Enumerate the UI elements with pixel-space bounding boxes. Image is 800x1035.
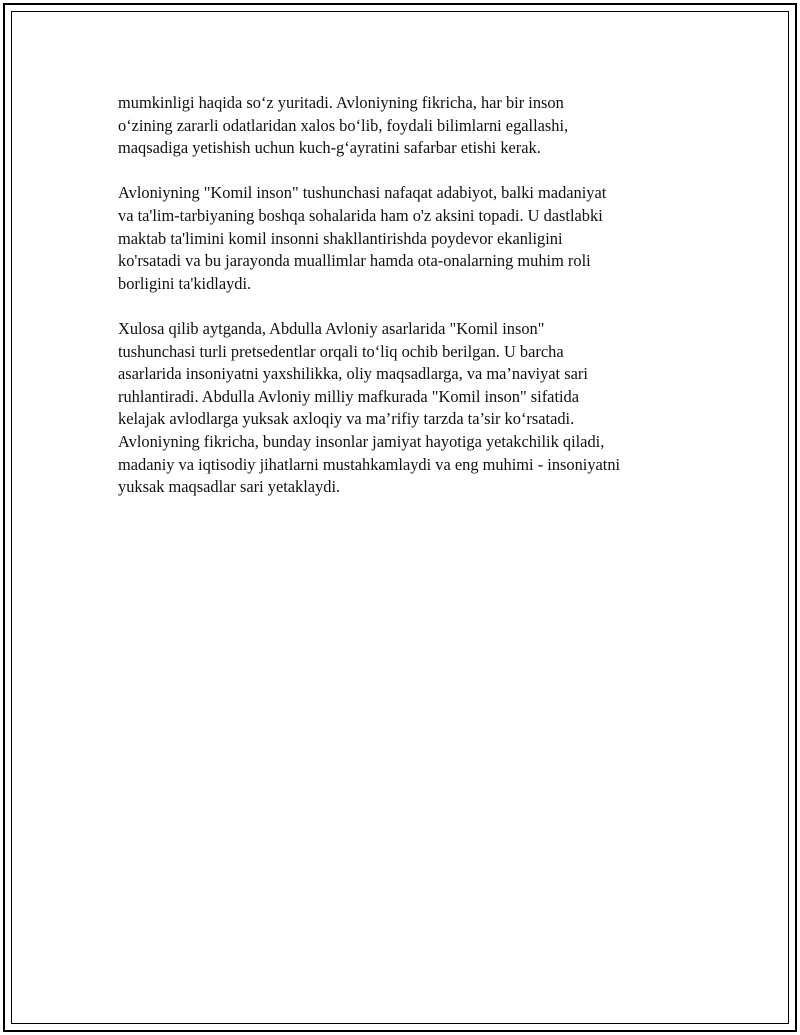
text-line: Xulosa qilib aytganda, Abdulla Avloniy asarlarida "Komil inson" bbox=[118, 318, 545, 338]
text-line: asarlarida insoniyatni yaxshilikka, oliy maqsadlarga, va ma’naviyat sari bbox=[118, 364, 588, 384]
text-line: madaniy va iqtisodiy jihatlarni mustahkamlaydi va eng muhimi - insoniyatni bbox=[118, 454, 621, 474]
text-line: Avloniyning fikricha, bunday insonlar jamiyat hayotiga yetakchilik qiladi, bbox=[118, 431, 605, 451]
text-line: ko'rsatadi va bu jarayonda muallimlar hamda ota-onalarning muhim roli bbox=[118, 251, 591, 271]
text-line: borligini ta'kidlaydi. bbox=[118, 273, 252, 293]
text-line: kelajak avlodlarga yuksak axloqiy va ma’rifiy tarzda ta’sir ko‘rsatadi. bbox=[118, 409, 575, 429]
text-line: o‘zining zararli odatlaridan xalos bo‘lib, foydali bilimlarni egallashi, bbox=[118, 115, 569, 135]
text-line: va ta'lim-tarbiyaning boshqa sohalarida ham o'z aksini topadi. U dastlabki bbox=[118, 205, 603, 225]
text-line: maktab ta'limini komil insonni shakllantirishda poydevor ekanligini bbox=[118, 228, 563, 248]
text-line: maqsadiga yetishish uchun kuch-g‘ayratini safarbar etishi kerak. bbox=[118, 138, 541, 158]
text-line: Avloniyning "Komil inson" tushunchasi nafaqat adabiyot, balki madaniyat bbox=[118, 183, 607, 203]
paragraph bbox=[118, 182, 698, 295]
text-line: yuksak maqsadlar sari yetaklaydi. bbox=[118, 477, 341, 497]
text-line: mumkinligi haqida so‘z yuritadi. Avloniyning fikricha, har bir inson bbox=[118, 93, 564, 112]
text-line: tushunchasi turli pretsedentlar orqali to‘liq ochib berilgan. U barcha bbox=[118, 341, 564, 361]
document-body bbox=[118, 92, 698, 521]
paragraph bbox=[118, 92, 698, 160]
text-line: ruhlantiradi. Abdulla Avloniy milliy mafkurada "Komil inson" sifatida bbox=[118, 386, 580, 406]
paragraph bbox=[118, 318, 698, 499]
